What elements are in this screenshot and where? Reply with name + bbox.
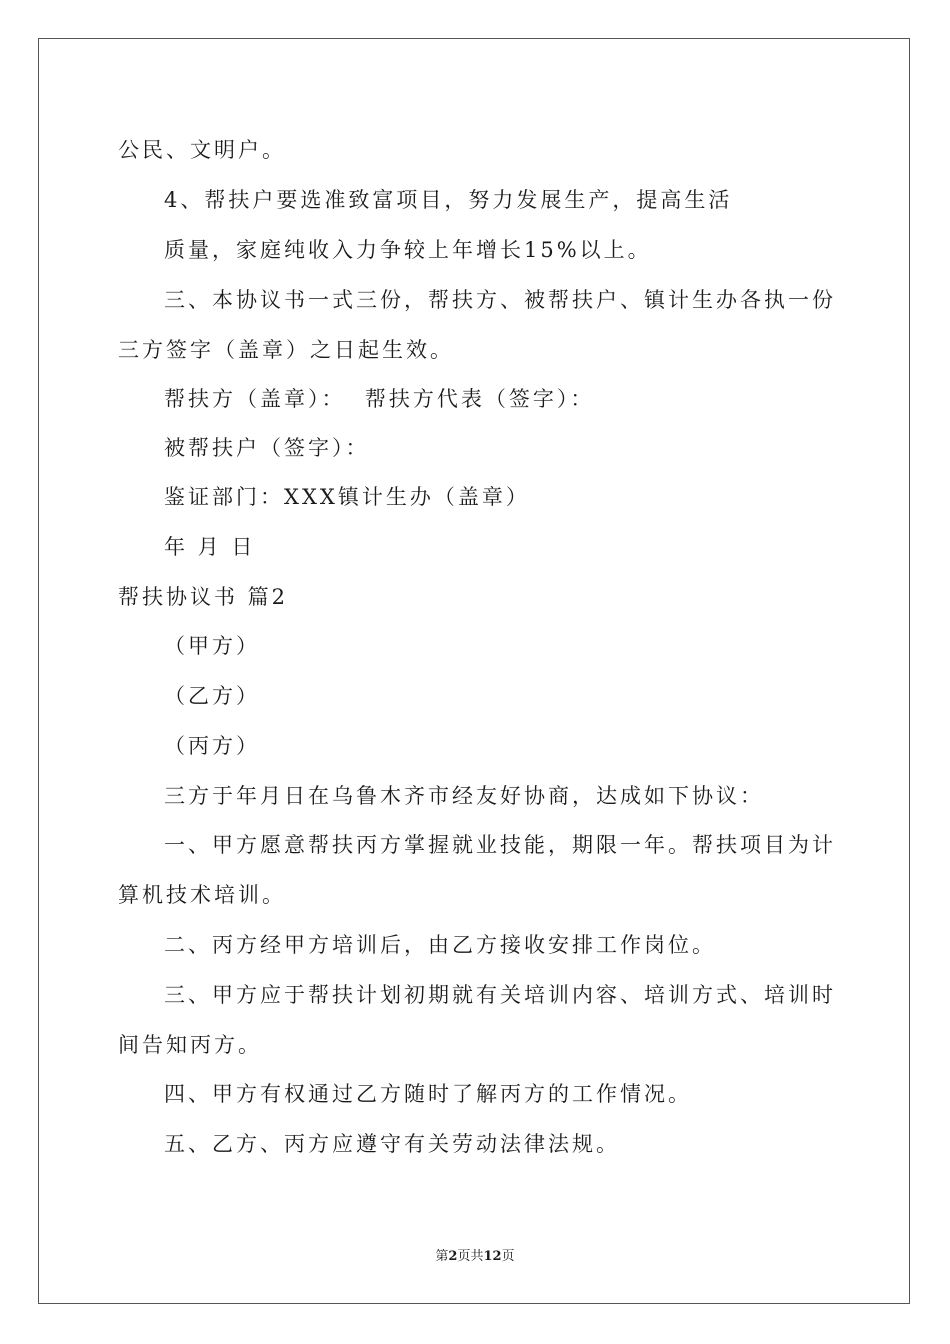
party-b-line: （乙方）	[164, 684, 260, 708]
paragraph-line: 三、甲方应于帮扶计划初期就有关培训内容、培训方式、培训时	[164, 983, 836, 1007]
paragraph-line: 三方签字（盖章）之日起生效。	[118, 338, 454, 362]
paragraph-line: 公民、文明户。	[118, 138, 286, 162]
signature-line-helper: 帮扶方（盖章）： 帮扶方代表（签字）：	[164, 387, 595, 411]
paragraph-line: 四、甲方有权通过乙方随时了解丙方的工作情况。	[164, 1082, 692, 1106]
paragraph-line: 间告知丙方。	[118, 1033, 262, 1057]
signature-line-verifier: 鉴证部门：XXX镇计生办（盖章）	[164, 485, 530, 509]
page-label-prefix: 第	[435, 1249, 449, 1264]
party-a-line: （甲方）	[164, 634, 260, 658]
paragraph-line: 二、丙方经甲方培训后，由乙方接收安排工作岗位。	[164, 933, 716, 957]
current-page-number: 2	[448, 1249, 458, 1264]
date-line: 年 月 日	[164, 535, 256, 559]
page-border	[38, 38, 910, 1304]
paragraph-line: 算机技术培训。	[118, 883, 286, 907]
paragraph-line: 三方于年月日在乌鲁木齐市经友好协商，达成如下协议：	[164, 784, 764, 808]
party-c-line: （丙方）	[164, 734, 260, 758]
signature-line-household: 被帮扶户（签字）：	[164, 436, 370, 460]
paragraph-line: 一、甲方愿意帮扶丙方掌握就业技能，期限一年。帮扶项目为计	[164, 833, 836, 857]
paragraph-line: 五、乙方、丙方应遵守有关劳动法律法规。	[164, 1132, 620, 1156]
total-label-prefix: 共	[470, 1249, 484, 1264]
page-label-suffix: 页	[457, 1249, 471, 1264]
paragraph-line: 质量，家庭纯收入力争较上年增长15%以上。	[164, 238, 652, 262]
paragraph-line: 4、帮扶户要选准致富项目，努力发展生产，提高生活	[164, 188, 733, 212]
paragraph-line: 三、本协议书一式三份，帮扶方、被帮扶户、镇计生办各执一份	[164, 288, 836, 312]
total-page-number: 12	[483, 1249, 502, 1264]
total-label-suffix: 页	[501, 1249, 515, 1264]
page-footer	[0, 1250, 950, 1263]
section-title: 帮扶协议书 篇2	[118, 585, 289, 609]
